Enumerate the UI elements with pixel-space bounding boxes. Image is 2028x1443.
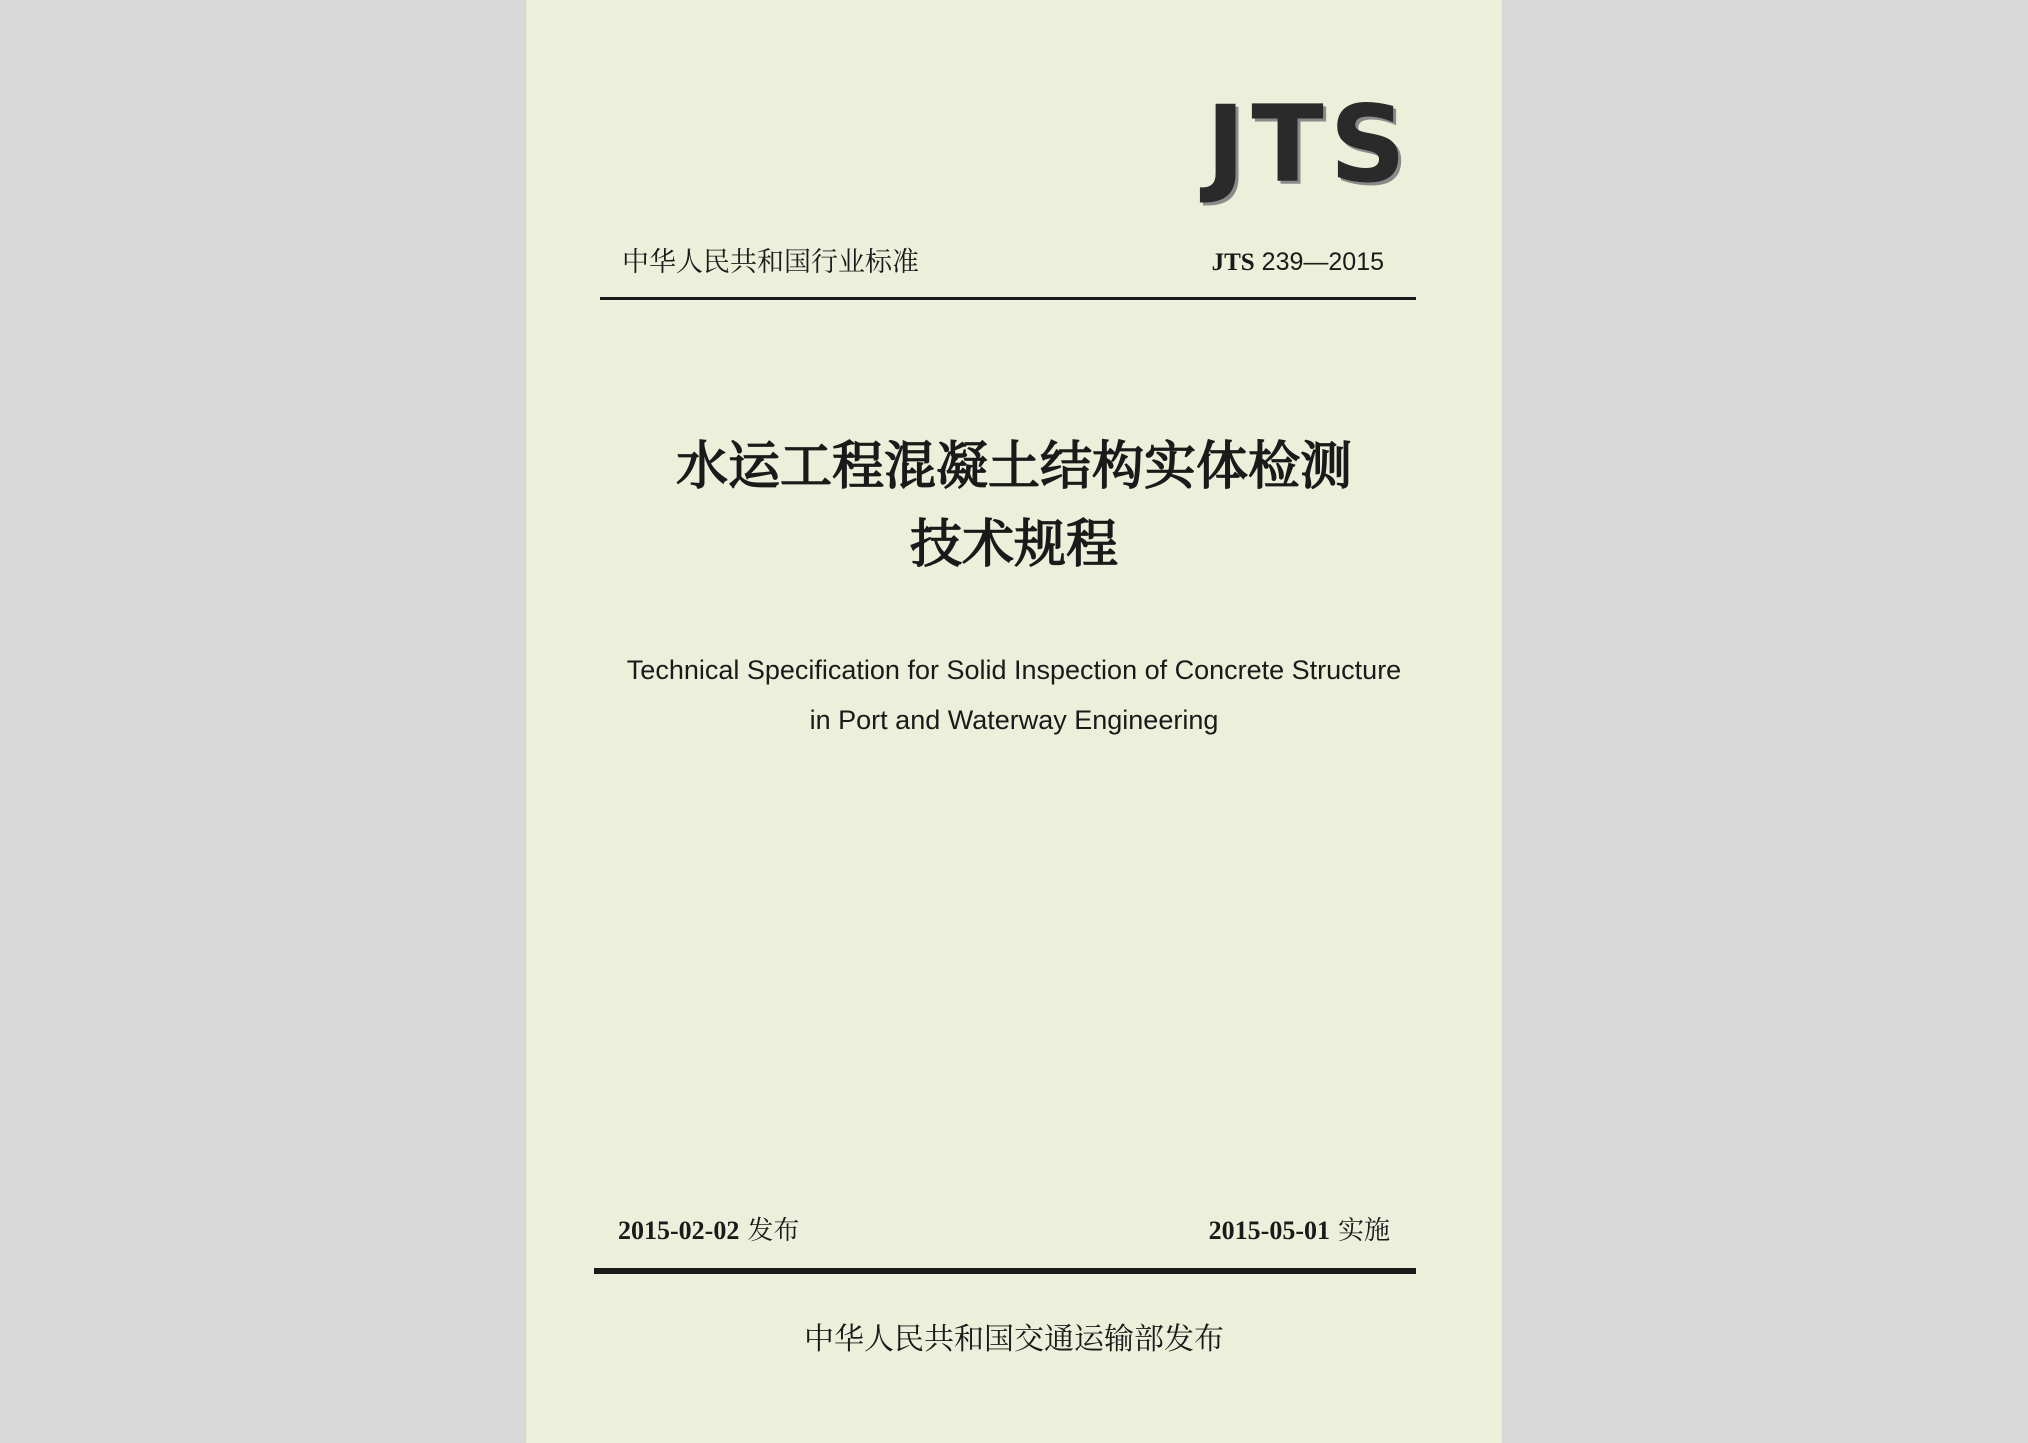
- title-chinese-line-2: 技术规程: [909, 515, 1118, 575]
- title-chinese: [526, 428, 1502, 584]
- issue-date: [618, 1215, 799, 1247]
- issue-date-label: 发布: [747, 1216, 800, 1246]
- standard-code-number: 239—2015: [1261, 248, 1384, 276]
- publisher: 中华人民共和国交通运输部发布: [804, 1322, 1224, 1357]
- implement-date: [1209, 1215, 1390, 1247]
- header-divider: [600, 297, 1416, 300]
- title-english-line-2: in Port and Waterway Engineering: [809, 705, 1219, 735]
- standard-code: [1212, 247, 1384, 278]
- title-english-line-1: Technical Specification for Solid Inspection of Concrete Structure: [626, 655, 1402, 685]
- jts-logo: JTS: [1205, 83, 1412, 206]
- issue-date-value: 2015-02-02: [618, 1216, 740, 1245]
- implement-date-value: 2015-05-01: [1208, 1216, 1330, 1245]
- standard-code-prefix: JTS: [1211, 249, 1255, 276]
- standard-type: 中华人民共和国行业标准: [622, 247, 919, 278]
- title-english: [526, 645, 1502, 745]
- document-page: [526, 0, 1502, 1443]
- implement-date-label: 实施: [1337, 1216, 1390, 1246]
- title-chinese-line-1: 水运工程混凝土结构实体检测: [675, 437, 1352, 497]
- footer-divider: [594, 1268, 1416, 1274]
